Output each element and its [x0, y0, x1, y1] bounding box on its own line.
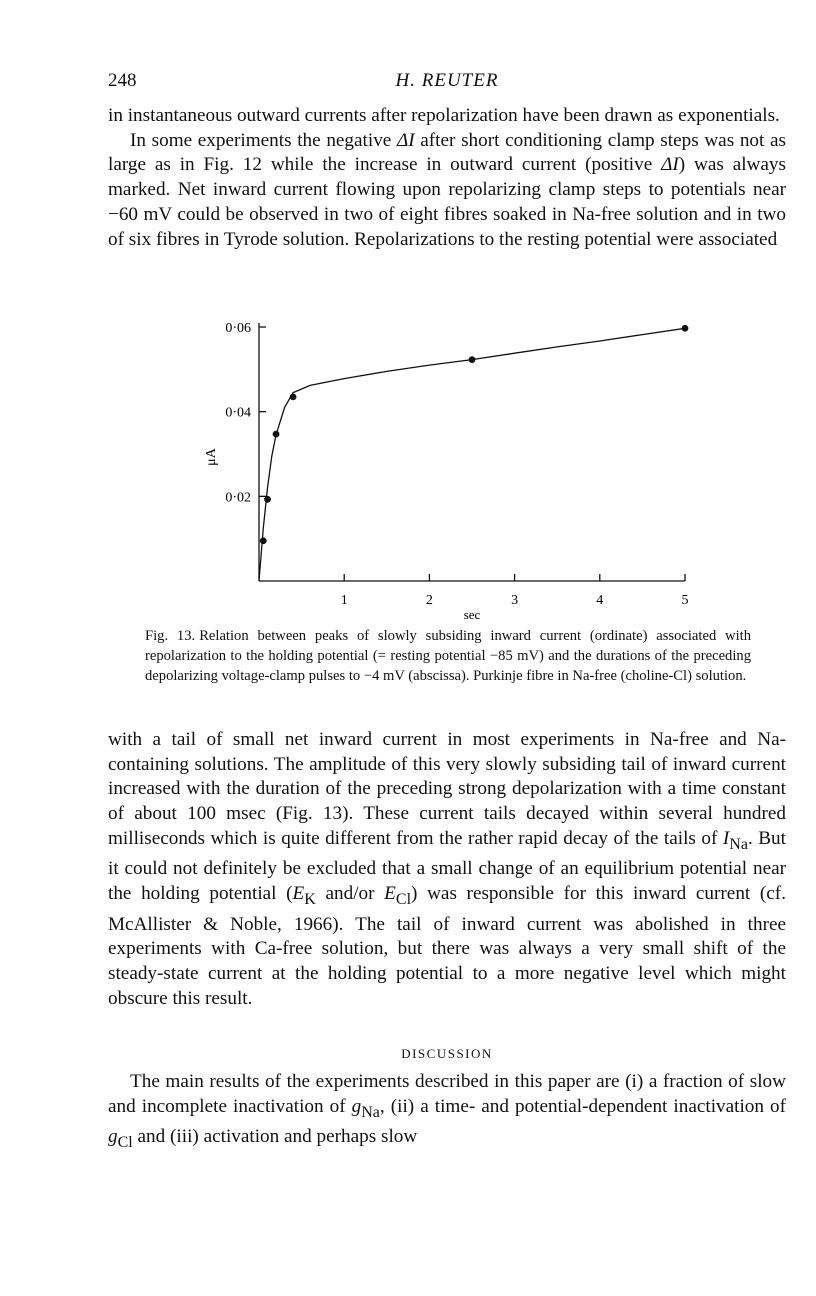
- y-tick-label: 0·04: [225, 405, 251, 421]
- y-tick-label: 0·06: [225, 321, 251, 336]
- figure-caption: [145, 626, 751, 686]
- i-na-symbol: I: [722, 827, 730, 849]
- data-point: [682, 325, 689, 332]
- page-number: 248: [108, 70, 137, 91]
- chart-ticks: [225, 321, 688, 608]
- data-point: [260, 537, 267, 544]
- paragraph-discussion: The main results of the experiments described in this paper are (i) a fraction of slow and incomplete inactivation of $g_{Na}$, (ii) a time- and potential-dependent inactivation of $g_{Cl}$ and (iii) activation and perhaps slow: [108, 1071, 786, 1152]
- figure-label: Fig. 13.: [145, 628, 196, 644]
- gcl-symbol: g: [108, 1126, 118, 1148]
- paragraph-inward-current: In some experiments the negative ΔI after short conditioning clamp steps was not as large as in Fig. 12 while the increase in outward current (positive ΔI) was always marked. Net inward current flowing upon repolarizing clamp steps to potentials near −60 mV could be observed in two of eight fibres soaked in Na-free solution and in two of six fibres in Tyrode solution. Repolarizations to the resting potential were associated: [108, 129, 786, 250]
- data-point: [264, 496, 271, 503]
- x-tick-label: 2: [425, 593, 433, 608]
- ek-symbol: E: [292, 883, 305, 905]
- x-axis-label: sec: [463, 607, 481, 622]
- gna-symbol: g: [351, 1095, 362, 1117]
- paragraph-current-tails: with a tail of small net inward current in most experiments in Na-free and Na-containing solutions. The amplitude of this very slowly subsiding tail of inward current increased with the duration of the preceding strong depolarization with a time constant of about 100 msec (Fig. 13). These current tails decayed within several hundred milliseconds which is quite different from the rather rapid decay of the tails of $I_{Na}$. But it could not definitely be excluded that a small change of an equilibrium potential near the holding potential ($E_K$ and/or $E_{Cl}$) was responsible for this inward current (cf. McAllister & Noble, 1966). The tail of inward current was abolished in three experiments with Ca-free solution, but there was always a very small shift of the steady-state current at the holding potential to a more negative level which might obscure this result.: [108, 729, 786, 1009]
- section-heading-discussion: DISCUSSION: [401, 1046, 493, 1061]
- data-point: [273, 431, 280, 438]
- delta-i-symbol: ΔI: [661, 154, 679, 176]
- x-tick-label: 4: [596, 593, 604, 608]
- delta-i-symbol: ΔI: [396, 129, 415, 151]
- x-tick-label: 5: [681, 593, 689, 608]
- body-text-discussion: [108, 1070, 786, 1156]
- running-title: H. REUTER: [395, 70, 499, 91]
- y-axis-label: μA: [204, 448, 219, 466]
- body-text-middle: [108, 728, 786, 1011]
- caption-text: Relation between peaks of slowly subsiding inward current (ordinate) associated with repolarization to the holding potential (= resting potential −85 mV) and the durations of the preceding depolarizing voltage-clamp pulses to −4 mV (abscissa). Purkinje fibre in Na-free (choline-Cl) solution.: [145, 628, 751, 684]
- data-point: [290, 393, 297, 400]
- paragraph-continuation: in instantaneous outward currents after repolarization have been drawn as exponentials.: [108, 105, 780, 126]
- fitted-curve: [259, 328, 685, 581]
- figure-13-chart: [0, 0, 816, 630]
- x-tick-label: 1: [340, 593, 348, 608]
- x-tick-label: 3: [511, 593, 519, 608]
- data-points: [260, 325, 689, 544]
- ecl-symbol: E: [384, 883, 396, 905]
- data-point: [469, 356, 476, 363]
- y-tick-label: 0·02: [225, 490, 251, 506]
